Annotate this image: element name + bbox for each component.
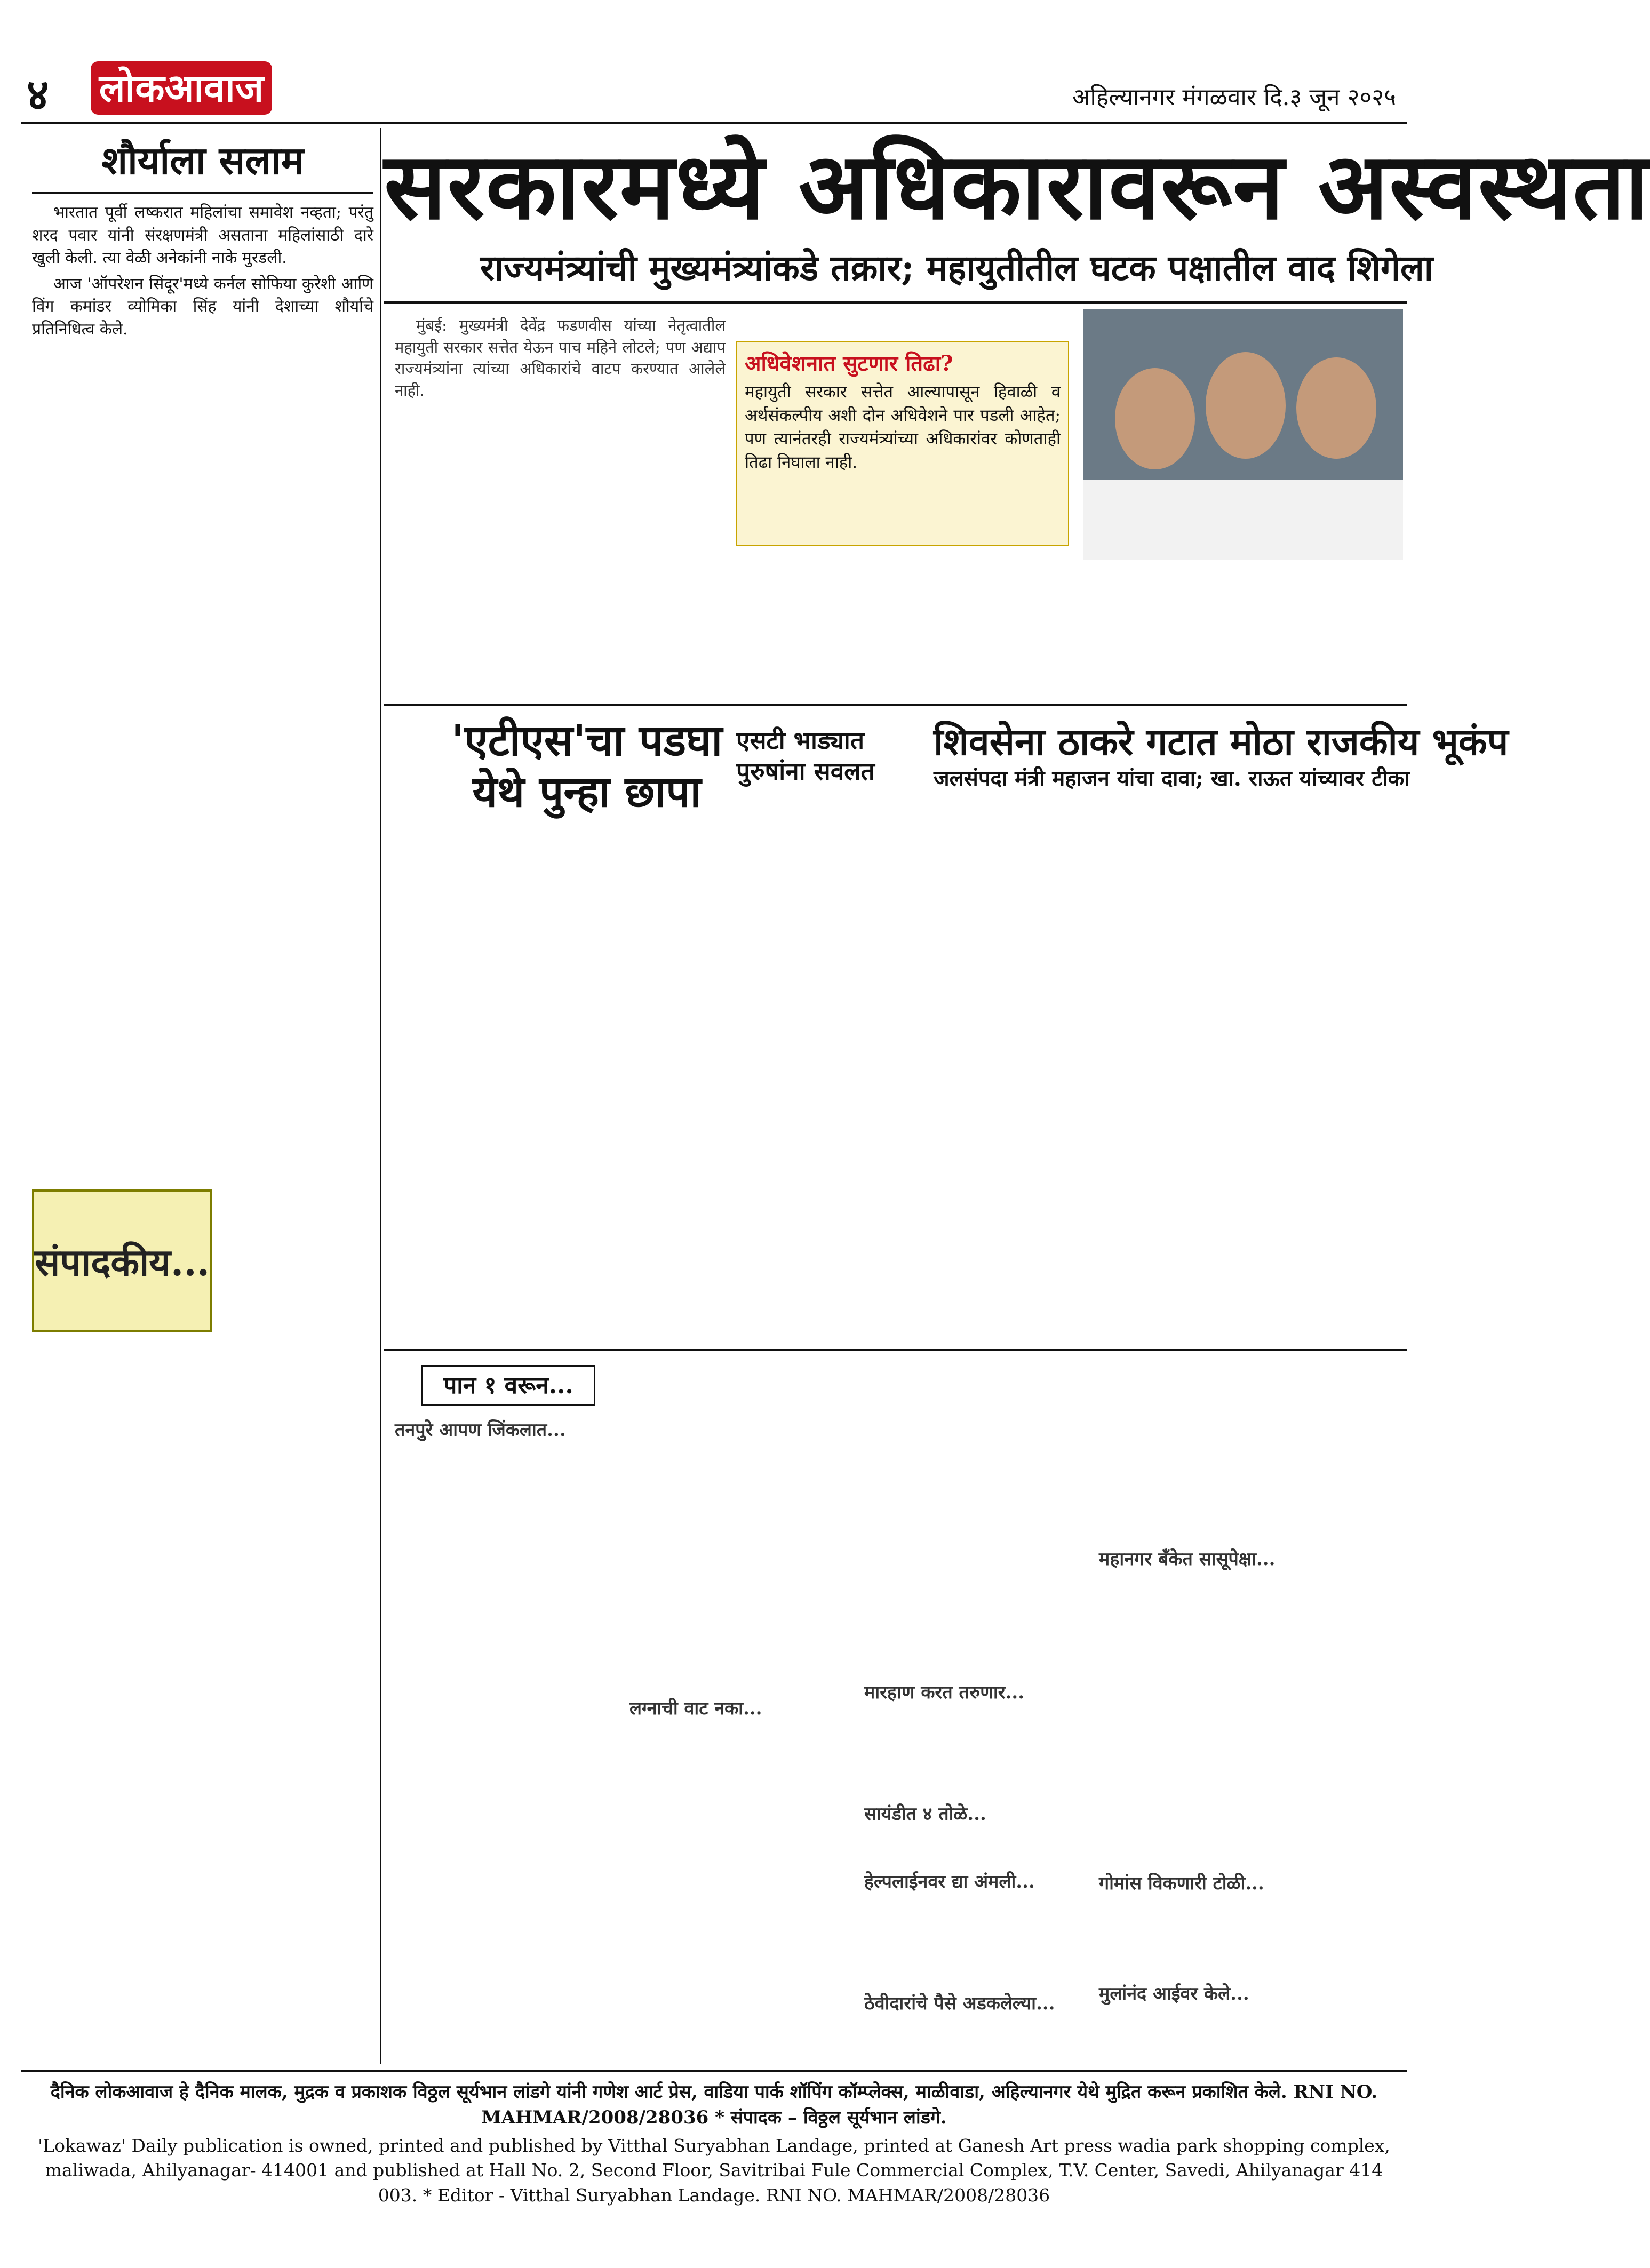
- left-paragraph: आज 'ऑपरेशन सिंदूर'मध्ये कर्नल सोफिया कुरेशी आणि विंग कमांडर व्योमिका सिंह यांनी देशाच्या शौर्याचे प्रतिनिधित्व केले.: [32, 274, 373, 339]
- continued-column: [864, 1365, 1088, 2054]
- st-headline: [736, 725, 875, 787]
- continued-subhead: मुलांनंद आईवर केले...: [1099, 1983, 1249, 2005]
- masthead-logo: लोकआवाज: [91, 61, 272, 115]
- ats-headline: [421, 715, 752, 817]
- photo-clothing: [1083, 480, 1403, 560]
- continued-subhead: हेल्पलाईनवर द्या अंमली...: [864, 1871, 1035, 1893]
- page-number: ४: [27, 69, 49, 119]
- headline-rule: [384, 301, 1407, 304]
- lead-lede: मुंबई: मुख्यमंत्री देवेंद्र फडणवीस यांच्या नेतृत्वातील महायुती सरकार सत्तेत येऊन पाच महिने लोटले; पण अद्याप राज्यमंत्र्यांना त्यांच्या अधिकारांचे वाटप करण्यात आलेले नाही.: [395, 316, 726, 400]
- lead-subhead: राज्यमंत्र्यांची मुख्यमंत्र्यांकडे तक्रार; महायुतीतील घटक पक्षातील वाद शिगेला: [480, 247, 1433, 289]
- left-article-body: [32, 202, 373, 341]
- column-divider: [380, 128, 381, 2064]
- continued-column: [395, 1413, 619, 2054]
- ats-headline-line: 'एटीएस'चा पडघा: [451, 715, 723, 765]
- dateline: अहिल्यानगर मंगळवार दि.३ जून २०२५: [1072, 84, 1396, 111]
- section-rule: [384, 1349, 1407, 1351]
- continued-column: [629, 1365, 854, 2054]
- lead-article-body: [395, 315, 726, 688]
- continued-subhead: गोमांस विकणारी टोळी...: [1099, 1872, 1264, 1894]
- header-rule: [21, 122, 1407, 124]
- imprint-english: 'Lokawaz' Daily publication is owned, printed and published by Vitthal Suryabhan Landage, printed at Ganesh Art press wadia park shopping complex, maliwada, Ahilyanagar- 414001 and published at Hall No. 2, Second Floor, Savitribai Fule Commercial Complex, T.V. Center, Savedi, Ahilyanagar 414 003. * Editor - Vitthal Suryabhan Landage. RNI NO. MAHMAR/2008/28036: [38, 2135, 1390, 2206]
- continued-subhead: तनपुरे आपण जिंकलात...: [395, 1419, 566, 1441]
- continued-subhead: मारहाण करत तरुणार...: [864, 1682, 1025, 1703]
- sidebar-title: अधिवेशनात सुटणार तिढा?: [745, 351, 953, 376]
- continued-label: पान १ वरून...: [421, 1365, 595, 1406]
- photo-face: [1206, 352, 1286, 459]
- st-headline-line: पुरुषांना सवलत: [736, 756, 875, 786]
- shivsena-subhead: जलसंपदा मंत्री महाजन यांचा दावा; खा. राऊत यांच्यावर टीका: [934, 766, 1410, 791]
- sidebar-box: [736, 341, 1069, 546]
- left-column: [32, 128, 373, 2096]
- ats-headline-line: येथे पुन्हा छापा: [472, 766, 702, 817]
- continued-column: [1099, 1365, 1398, 2054]
- photo-face: [1296, 357, 1376, 459]
- section-title: शौर्याला सलाम: [32, 128, 373, 194]
- imprint-marathi: दैनिक लोकआवाज हे दैनिक मालक, मुद्रक व प्रकाशक विठ्ठल सूर्यभान लांडगे यांनी गणेश आर्ट प्रेस, वाडिया पार्क शॉपिंग कॉम्प्लेक्स, माळीवाडा, अहिल्यानगर येथे मुद्रित करून प्रकाशित केले. RNI NO. MAHMAR/2008/28036 * संपादक – विठ्ठल सूर्यभान लांडगे.: [50, 2081, 1378, 2128]
- sampadkiya-badge: संपादकीय...: [32, 1189, 212, 1332]
- section-rule: [384, 704, 1407, 706]
- imprint-footer: [21, 2070, 1407, 2254]
- left-paragraph: भारतात पूर्वी लष्करात महिलांचा समावेश नव्हता; परंतु शरद पवार यांनी संरक्षणमंत्री असताना महिलांसाठी दारे खुली केली. त्या वेळी अनेकांनी नाके मुरडली.: [32, 203, 373, 268]
- photo-face: [1115, 368, 1195, 469]
- leaders-photo: [1083, 309, 1403, 560]
- continued-subhead: महानगर बँकेत सासूपेक्षा...: [1099, 1548, 1276, 1570]
- shivsena-headline: शिवसेना ठाकरे गटात मोठा राजकीय भूकंप: [934, 720, 1509, 764]
- continued-subhead: सायंडीत ४ तोळे...: [864, 1803, 986, 1825]
- lead-headline: सरकारमध्ये अधिकारावरून अस्वस्थता: [384, 133, 1650, 240]
- continued-subhead: ठेवीदारांचे पैसे अडकलेल्या...: [864, 1992, 1055, 2014]
- left-article-continued: [32, 347, 373, 1253]
- st-headline-line: एसटी भाड्यात: [736, 726, 865, 755]
- sidebar-text: महायुती सरकार सत्तेत आल्यापासून हिवाळी व अर्थसंकल्पीय अशी दोन अधिवेशने पार पडली आहेत; पण त्यानंतरही राज्यमंत्र्यांच्या अधिकारांवर कोणताही तिढा निघाला नाही.: [745, 382, 1061, 473]
- continued-subhead: लग्नाची वाट नका...: [629, 1698, 762, 1719]
